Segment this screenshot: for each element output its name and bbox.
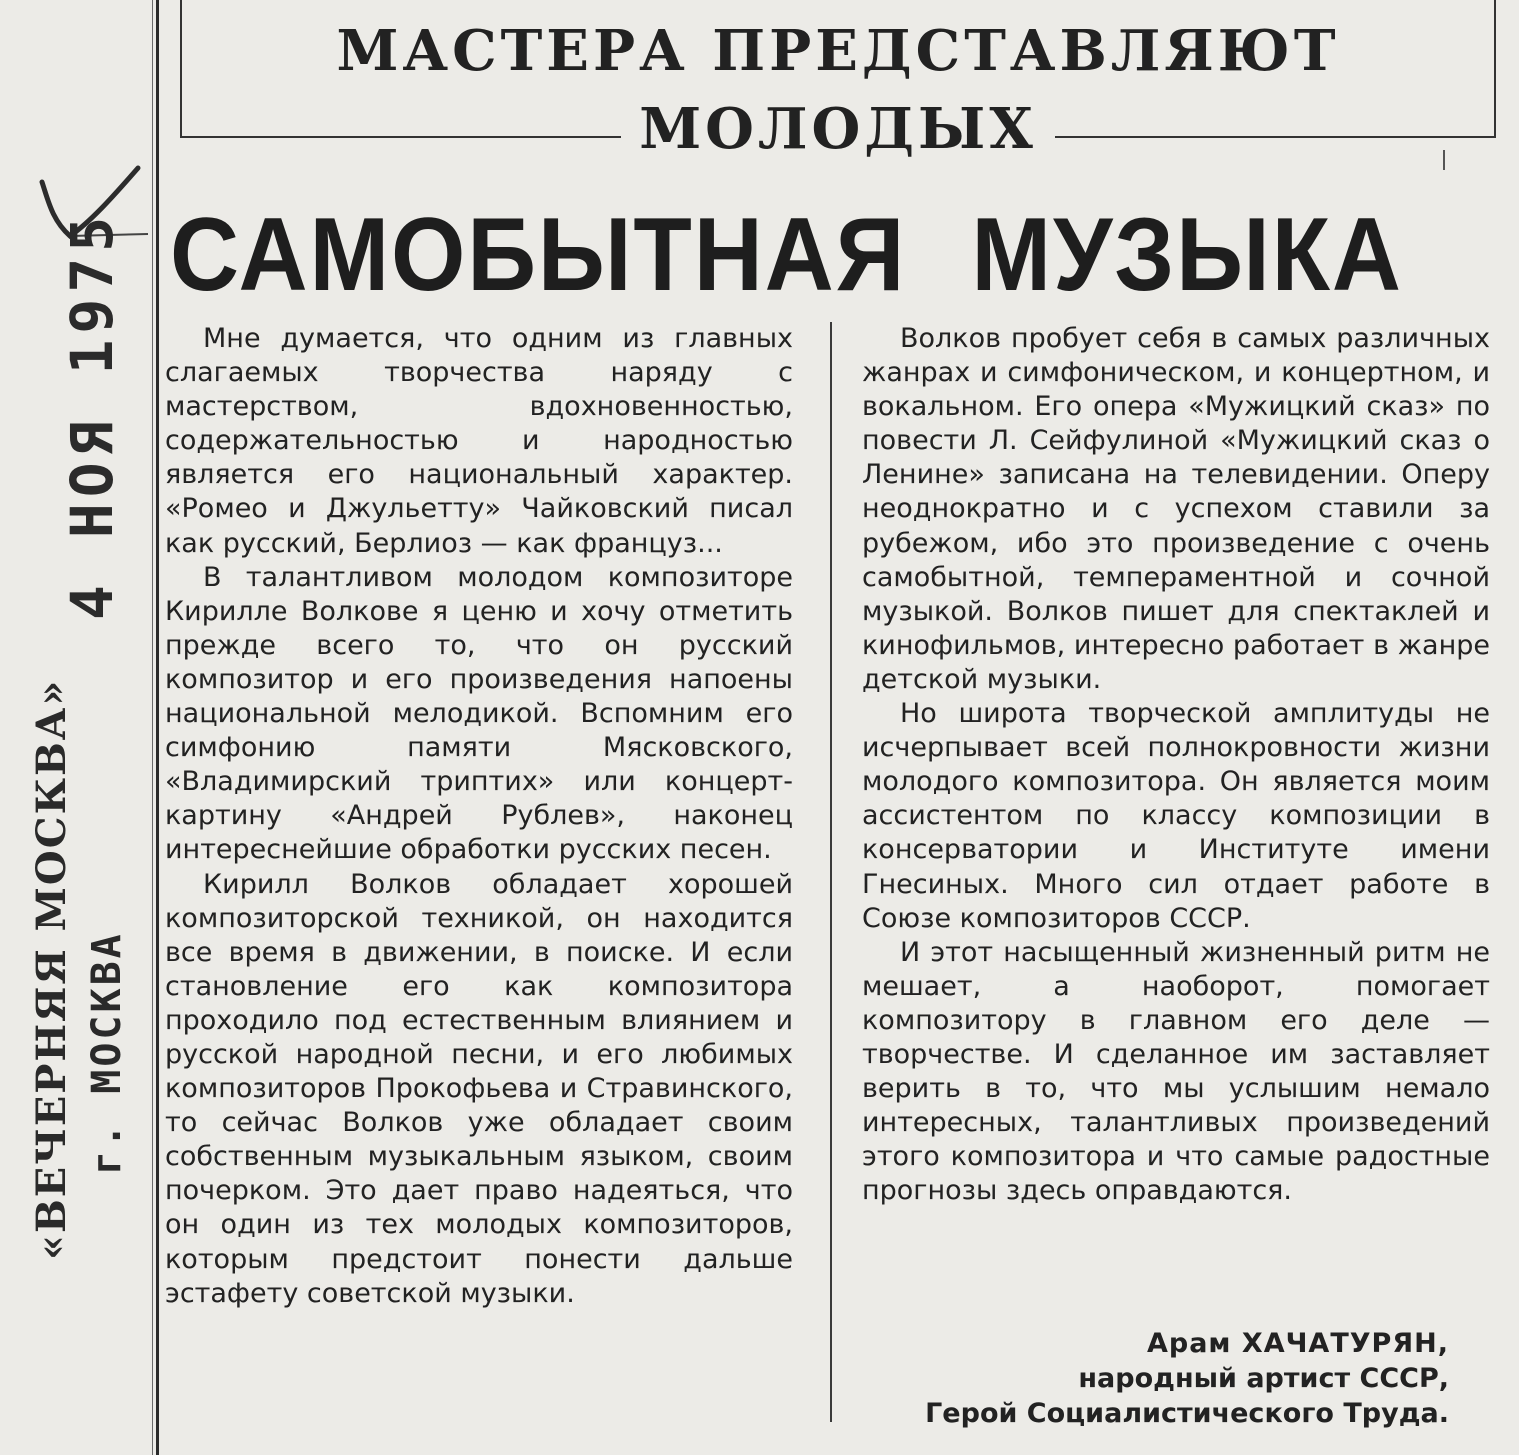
author-signature [925,1326,1449,1431]
margin-rule-thin [152,0,153,1455]
rubric-box [180,0,1496,162]
paragraph: Мне думается, что одним из главных слагаемых творчества наряду с мастерством, вдохновенностью, содержательностью и народностью является его национальный характер. «Ромео и Джульетту» Чайковский писал как русский, Берлиоз — как француз... [165,323,793,559]
print-mark [1443,150,1445,170]
margin-rule [156,0,159,1455]
rubric-subtitle-wrap [182,96,1494,162]
rubric-title: МАСТЕРА ПРЕДСТАВЛЯЮТ [336,18,1340,84]
article-headline: САМОБЫТНАЯ МУЗЫКА [170,197,1403,313]
stamp-newspaper-name: «ВЕЧЕРНЯЯ МОСКВА» [28,678,75,1260]
stamp-date: 4 НОЯ 1975 [58,210,126,620]
stamp-city: г. МОСКВА [84,931,130,1175]
paragraph: В талантливом молодом композиторе Кирилле Волкове я ценю и хочу отметить прежде всего то, что он русский композитор и его произведения напоены национальной мелодикой. Вспомним его симфонию памяти Мясковского, «Владимирский триптих» или концерт-картину «Андрей Рублев», наконец интереснейшие обработки русских песен. [165,561,793,866]
column-divider [830,322,832,1422]
author-title: народный артист СССР, [1078,1363,1449,1394]
author-name: Арам ХАЧАТУРЯН, [1146,1328,1449,1359]
paragraph: Волков пробует себя в самых различных жанрах и симфоническом, и концертном, и вокальном. Его опера «Мужицкий сказ» по повести Л. Сейфулиной «Мужицкий сказ о Ленине» записана на телевидении. Оперу неоднократно и с успехом ставили за рубежом, ибо это произведение с очень самобытной, темпераментной и сочной музыкой. Волков пишет для спектаклей и кинофильмов, интересно работает в жанре детской музыки. [862,323,1490,695]
author-title: Герой Социалистического Труда. [925,1398,1449,1429]
archive-stamp-strip [0,0,160,1455]
rubric-subtitle: МОЛОДЫХ [621,96,1055,162]
article-column-left [165,322,793,1311]
paragraph: Кирилл Волков обладает хорошей композиторской техникой, он находится все время в движении, в поиске. И если становление его как композитора проходило под естественным влиянием и русской народной песни, и его любимых композиторов Прокофьева и Стравинского, то сейчас Волков уже обладает своим собственным музыкальным языком, своим почерком. Это дает право надеяться, что он один из тех молодых композиторов, которым предстоит понести дальше эстафету советской музыки. [165,868,793,1309]
article-column-right [862,322,1490,1208]
paragraph: И этот насыщенный жизненный ритм не мешает, а наоборот, помогает композитору в главном его деле — творчестве. И сделанное им заставляет верить в то, что мы услышим немало интересных, талантливых произведений этого композитора и что самые радостные прогнозы здесь оправдаются. [862,936,1490,1207]
paragraph: Но широта творческой амплитуды не исчерпывает всей полнокровности жизни молодого композитора. Он является моим ассистентом по классу композиции в консерватории и Институте имени Гнесиных. Много сил отдает работе в Союзе композиторов СССР. [862,698,1490,934]
